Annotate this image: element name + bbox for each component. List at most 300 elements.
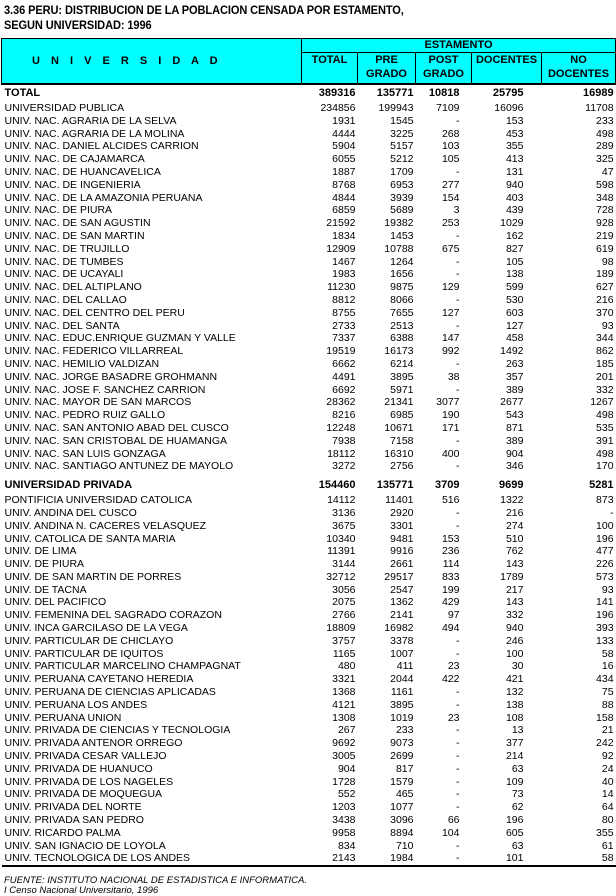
- cell-docentes: 143: [505, 558, 524, 571]
- cell-total: 6692: [332, 383, 356, 396]
- cell-total: 1728: [332, 775, 356, 788]
- cell-total: 1203: [332, 801, 356, 814]
- header-no-docentes: NO DOCENTES: [542, 53, 616, 85]
- row-label: UNIV. RICARDO PALMA: [4, 826, 121, 839]
- cell-no-docentes: 14: [601, 788, 614, 801]
- cell-post-grado: 494: [441, 622, 460, 635]
- row-label: UNIV. NAC. DEL SANTA: [4, 319, 120, 332]
- cell-pre-grado: 6388: [390, 332, 414, 345]
- table-row: [2, 622, 616, 635]
- cell-post-grado: -: [456, 519, 460, 532]
- table-row: [2, 179, 616, 192]
- cell-no-docentes: 498: [596, 409, 614, 422]
- cell-post-grado: -: [456, 686, 460, 699]
- cell-no-docentes: 627: [596, 281, 614, 294]
- cell-docentes: 217: [505, 583, 524, 596]
- cell-total: 12909: [326, 242, 356, 255]
- cell-docentes: 101: [472, 852, 542, 866]
- cell-total: 2143: [302, 852, 358, 866]
- cell-pre-grado: 1579: [390, 775, 414, 788]
- cell-post-grado: 3: [453, 204, 460, 217]
- cell-pre-grado: 16982: [384, 622, 414, 635]
- cell-total: 8755: [332, 306, 356, 319]
- cell-pre-grado: 233: [395, 724, 414, 737]
- source-line-1: FUENTE: INSTITUTO NACIONAL DE ESTADISTICA E INFORMATICA.: [4, 875, 307, 886]
- table-row: [2, 115, 616, 128]
- cell-no-docentes: 216: [596, 293, 614, 306]
- table-row: [2, 396, 616, 409]
- row-label: UNIV. PERUANA LOS ANDES: [4, 698, 148, 711]
- cell-no-docentes: 189: [596, 268, 614, 281]
- table-row: [2, 788, 616, 801]
- cell-total: 2766: [332, 609, 356, 622]
- cell-total: 5904: [332, 140, 356, 153]
- cell-post-grado: 199: [441, 583, 460, 596]
- cell-post-grado: -: [456, 165, 460, 178]
- cell-post-grado: -: [456, 383, 460, 396]
- table-row: [2, 294, 616, 307]
- cell-no-docentes: 325: [596, 153, 614, 166]
- cell-total: 1983: [332, 268, 356, 281]
- row-label: UNIV. NAC. DEL CENTRO DEL PERU: [4, 306, 185, 319]
- cell-pre-grado: 1161: [390, 686, 414, 699]
- population-table: [1, 38, 616, 867]
- table-row: [2, 243, 616, 256]
- cell-no-docentes: 64: [601, 801, 614, 814]
- table-row: [2, 409, 616, 422]
- cell-total: 2075: [332, 596, 356, 609]
- cell-total: 21592: [326, 217, 356, 230]
- cell-docentes: 1492: [500, 345, 524, 358]
- cell-pre-grado: 3301: [390, 519, 414, 532]
- cell-pre-grado: 6214: [390, 357, 414, 370]
- cell-total: 6859: [332, 204, 356, 217]
- cell-no-docentes: 873: [596, 494, 614, 507]
- cell-post-grado: 23: [447, 660, 460, 673]
- cell-post-grado: 66: [447, 814, 460, 827]
- table-row: [2, 166, 616, 179]
- cell-pre-grado: 199943: [378, 102, 414, 114]
- publica-summary-row: [2, 102, 616, 115]
- cell-pre-grado: 465: [395, 788, 414, 801]
- cell-no-docentes: 226: [596, 558, 614, 571]
- cell-docentes: 131: [505, 165, 524, 178]
- cell-docentes: 108: [505, 711, 524, 724]
- table-row: [2, 281, 616, 294]
- cell-pre-grado: 9875: [390, 281, 414, 294]
- cell-docentes: 439: [505, 204, 524, 217]
- cell-total: 1887: [332, 165, 356, 178]
- cell-docentes: 2677: [500, 396, 524, 409]
- cell-post-grado: -: [456, 775, 460, 788]
- cell-total: 1834: [332, 229, 356, 242]
- cell-total: 28362: [326, 396, 356, 409]
- cell-docentes: 510: [505, 532, 524, 545]
- cell-docentes: 63: [511, 839, 524, 852]
- row-label: UNIV. ANDINA DEL CUSCO: [4, 506, 137, 519]
- cell-no-docentes: 498: [596, 447, 614, 460]
- cell-pre-grado: 11401: [385, 494, 414, 507]
- row-label: UNIV. NAC. DE HUANCAVELICA: [4, 165, 161, 178]
- cell-total: 3757: [332, 634, 356, 647]
- row-label: UNIV. DE TACNA: [4, 583, 87, 596]
- cell-docentes: 216: [505, 506, 524, 519]
- row-label: UNIV. PRIVADA DE CIENCIAS Y TECNOLOGIA: [4, 724, 231, 737]
- row-label: UNIVERSIDAD PUBLICA: [4, 102, 125, 114]
- cell-pre-grado: 3378: [390, 634, 414, 647]
- cell-post-grado: -: [456, 229, 460, 242]
- cell-no-docentes: 201: [596, 370, 614, 383]
- cell-pre-grado: 1077: [390, 801, 414, 814]
- table-row: [2, 520, 616, 533]
- cell-no-docentes: 289: [596, 140, 614, 153]
- row-label: UNIV. NAC. AGRARIA DE LA SELVA: [4, 114, 177, 127]
- cell-total: 3438: [332, 814, 356, 827]
- row-label: UNIV. PERUANA UNION: [4, 711, 122, 724]
- cell-pre-grado: 411: [396, 660, 414, 673]
- cell-total: 7337: [332, 332, 356, 345]
- cell-docentes: 871: [505, 421, 524, 434]
- row-label: UNIV. NAC. DE UCAYALI: [4, 268, 124, 281]
- row-label: UNIV. PRIVADA DE LOS NAGELES: [4, 775, 174, 788]
- row-label: UNIV. PERUANA CAYETANO HEREDIA: [4, 673, 194, 686]
- cell-no-docentes: 98: [601, 255, 614, 268]
- table-row: [2, 545, 616, 558]
- row-label: UNIV. ANDINA N. CACERES VELASQUEZ: [4, 519, 207, 532]
- cell-post-grado: -: [416, 852, 472, 866]
- table-row: [2, 192, 616, 205]
- cell-post-grado: -: [456, 698, 460, 711]
- cell-post-grado: 277: [441, 178, 460, 191]
- cell-pre-grado: 8066: [390, 293, 414, 306]
- table-row: [2, 763, 616, 776]
- cell-pre-grado: 8894: [390, 826, 414, 839]
- cell-total: 6055: [332, 153, 356, 166]
- cell-pre-grado: 1709: [390, 165, 414, 178]
- cell-docentes: 1322: [500, 494, 524, 507]
- cell-pre-grado: 2141: [390, 609, 414, 622]
- cell-pre-grado: 135771: [376, 87, 414, 99]
- cell-total: 4491: [332, 370, 356, 383]
- table-row: [2, 320, 616, 333]
- row-label: UNIV. TECNOLOGICA DE LOS ANDES: [2, 852, 302, 866]
- cell-no-docentes: 141: [596, 596, 614, 609]
- cell-docentes: 246: [505, 634, 524, 647]
- cell-no-docentes: 158: [596, 711, 614, 724]
- cell-no-docentes: 185: [596, 357, 614, 370]
- cell-post-grado: 422: [441, 673, 460, 686]
- cell-total: 6662: [332, 357, 356, 370]
- row-label: UNIV. CATOLICA DE SANTA MARIA: [4, 532, 176, 545]
- table-row: [2, 596, 616, 609]
- cell-no-docentes: 93: [601, 319, 614, 332]
- cell-post-grado: -: [456, 762, 460, 775]
- row-label: TOTAL: [4, 87, 41, 99]
- cell-pre-grado: 2756: [390, 460, 414, 473]
- row-label: UNIV. NAC. HEMILIO VALDIZAN: [4, 357, 160, 370]
- cell-pre-grado: 2547: [390, 583, 414, 596]
- cell-total: 4844: [332, 191, 356, 204]
- cell-pre-grado: 817: [395, 762, 414, 775]
- cell-docentes: 1029: [500, 217, 524, 230]
- cell-post-grado: 171: [441, 421, 460, 434]
- cell-pre-grado: 1019: [390, 711, 414, 724]
- cell-post-grado: 105: [441, 153, 460, 166]
- cell-total: 3675: [332, 519, 356, 532]
- cell-post-grado: 114: [442, 558, 460, 571]
- table-row: [2, 724, 616, 737]
- cell-post-grado: 147: [441, 332, 460, 345]
- cell-total: 1368: [332, 686, 356, 699]
- cell-no-docentes: 16989: [582, 87, 614, 99]
- cell-post-grado: -: [456, 506, 460, 519]
- row-label: UNIV. NAC. MAYOR DE SAN MARCOS: [4, 396, 192, 409]
- cell-pre-grado: 3895: [390, 698, 414, 711]
- cell-pre-grado: 19382: [384, 217, 414, 230]
- row-label: UNIV. NAC. SAN CRISTOBAL DE HUAMANGA: [4, 434, 227, 447]
- row-label: UNIV. PRIVADA DE HUANUCO: [4, 762, 153, 775]
- cell-docentes: 421: [505, 673, 524, 686]
- cell-no-docentes: 1267: [590, 396, 614, 409]
- table-row: [2, 384, 616, 397]
- cell-post-grado: -: [456, 293, 460, 306]
- table-row: [2, 609, 616, 622]
- cell-no-docentes: 196: [596, 609, 614, 622]
- cell-no-docentes: 434: [596, 673, 614, 686]
- cell-total: 12248: [326, 421, 356, 434]
- cell-pre-grado: 3895: [390, 370, 414, 383]
- cell-no-docentes: 598: [596, 178, 614, 191]
- row-label: UNIV. NAC. DE TRUJILLO: [4, 242, 130, 255]
- cell-docentes: 196: [505, 814, 524, 827]
- row-label: UNIV. NAC. DEL ALTIPLANO: [4, 281, 142, 294]
- row-label: UNIV. NAC. DE LA AMAZONIA PERUANA: [4, 191, 203, 204]
- cell-post-grado: 104: [441, 826, 460, 839]
- cell-docentes: 403: [505, 191, 524, 204]
- cell-no-docentes: 728: [596, 204, 614, 217]
- table-row: [2, 648, 616, 661]
- cell-docentes: 274: [505, 519, 524, 532]
- cell-total: 8812: [332, 293, 356, 306]
- row-label: UNIV. NAC. JOSE F. SANCHEZ CARRION: [4, 383, 206, 396]
- cell-post-grado: 429: [441, 596, 460, 609]
- cell-total: 904: [337, 762, 356, 775]
- cell-no-docentes: 93: [601, 583, 614, 596]
- cell-docentes: 762: [505, 545, 524, 558]
- table-row: [2, 422, 616, 435]
- cell-docentes: 263: [505, 357, 524, 370]
- cell-docentes: 458: [505, 332, 524, 345]
- row-label: PONTIFICIA UNIVERSIDAD CATOLICA: [4, 494, 192, 507]
- cell-docentes: 100: [505, 647, 524, 660]
- cell-pre-grado: 1362: [390, 596, 414, 609]
- cell-docentes: 9699: [499, 479, 524, 492]
- table-row: [2, 776, 616, 789]
- row-label: UNIV. FEMENINA DEL SAGRADO CORAZON: [4, 609, 222, 622]
- cell-total: 3005: [332, 750, 356, 763]
- cell-total: 480: [337, 660, 356, 673]
- cell-docentes: 346: [505, 460, 524, 473]
- table-row: [2, 358, 616, 371]
- cell-no-docentes: 40: [601, 775, 614, 788]
- cell-pre-grado: 7655: [390, 306, 414, 319]
- cell-post-grado: 3077: [436, 396, 460, 409]
- cell-total: 3321: [332, 673, 356, 686]
- cell-total: 834: [337, 839, 356, 852]
- cell-pre-grado: 710: [395, 839, 414, 852]
- cell-docentes: 827: [505, 242, 524, 255]
- row-label: UNIV. NAC. FEDERICO VILLARREAL: [4, 345, 184, 358]
- cell-docentes: 543: [505, 409, 524, 422]
- cell-total: 3144: [332, 558, 356, 571]
- cell-no-docentes: 100: [596, 519, 614, 532]
- cell-docentes: 332: [505, 609, 524, 622]
- cell-no-docentes: 5281: [589, 479, 614, 492]
- cell-no-docentes: 862: [596, 345, 614, 358]
- cell-docentes: 599: [505, 281, 524, 294]
- cell-post-grado: 268: [441, 127, 460, 140]
- cell-pre-grado: 10671: [384, 421, 414, 434]
- cell-no-docentes: 391: [596, 434, 614, 447]
- cell-pre-grado: 9916: [390, 545, 414, 558]
- row-label: UNIV. DE SAN MARTIN DE PORRES: [4, 570, 182, 583]
- cell-no-docentes: 92: [601, 750, 614, 763]
- row-label: UNIV. NAC. AGRARIA DE LA MOLINA: [4, 127, 185, 140]
- row-label: UNIVERSIDAD PRIVADA: [4, 479, 133, 492]
- cell-post-grado: -: [456, 255, 460, 268]
- cell-total: 18112: [327, 447, 356, 460]
- cell-no-docentes: 58: [601, 647, 614, 660]
- cell-pre-grado: 5212: [390, 153, 414, 166]
- cell-docentes: 105: [505, 255, 524, 268]
- table-row: [2, 750, 616, 763]
- table-row: [2, 153, 616, 166]
- table-row: [2, 307, 616, 320]
- cell-docentes: 530: [505, 293, 524, 306]
- cell-post-grado: 833: [441, 570, 460, 583]
- header-pre-grado: PRE GRADO: [358, 53, 416, 85]
- cell-pre-grado: 1545: [390, 114, 414, 127]
- table-row: [2, 204, 616, 217]
- cell-no-docentes: 573: [596, 570, 614, 583]
- cell-pre-grado: 7158: [390, 434, 414, 447]
- cell-docentes: 143: [505, 596, 524, 609]
- table-row: [2, 673, 616, 686]
- cell-total: 4444: [332, 127, 356, 140]
- cell-pre-grado: 9073: [390, 737, 414, 750]
- cell-total: 1308: [332, 711, 356, 724]
- title-line-2: SEGUN UNIVERSIDAD: 1996: [4, 18, 152, 32]
- cell-post-grado: 103: [441, 140, 460, 153]
- row-label: UNIV. NAC. PEDRO RUIZ GALLO: [4, 409, 166, 422]
- cell-no-docentes: 498: [596, 127, 614, 140]
- cell-post-grado: 154: [441, 191, 460, 204]
- cell-docentes: 63: [511, 762, 524, 775]
- cell-no-docentes: 344: [596, 332, 614, 345]
- cell-post-grado: -: [456, 434, 460, 447]
- cell-total: 552: [337, 788, 356, 801]
- row-label: UNIV. INCA GARCILASO DE LA VEGA: [4, 622, 188, 635]
- table-row: [2, 840, 616, 853]
- cell-docentes: 62: [511, 801, 524, 814]
- cell-post-grado: -: [456, 357, 460, 370]
- cell-pre-grado: 2699: [390, 750, 414, 763]
- cell-pre-grado: 3939: [390, 191, 414, 204]
- cell-post-grado: -: [456, 801, 460, 814]
- row-label: UNIV. NAC. EDUC.ENRIQUE GUZMAN Y VALLE: [4, 332, 236, 345]
- row-label: UNIV. NAC. SAN ANTONIO ABAD DEL CUSCO: [4, 421, 229, 434]
- cell-docentes: 73: [511, 788, 524, 801]
- cell-post-grado: 236: [441, 545, 460, 558]
- cell-total: 1165: [332, 647, 356, 660]
- row-label: UNIV. PARTICULAR MARCELINO CHAMPAGNAT: [4, 660, 241, 673]
- cell-pre-grado: 21341: [384, 396, 414, 409]
- row-label: UNIV. NAC. SAN LUIS GONZAGA: [4, 447, 166, 460]
- cell-post-grado: 127: [441, 306, 460, 319]
- cell-docentes: 355: [505, 140, 524, 153]
- row-label: UNIV. PRIVADA CESAR VALLEJO: [4, 750, 167, 763]
- cell-post-grado: 23: [447, 711, 460, 724]
- cell-docentes: 357: [505, 370, 524, 383]
- table-row: [2, 801, 616, 814]
- cell-total: 1467: [332, 255, 356, 268]
- cell-no-docentes: 233: [596, 114, 614, 127]
- cell-total: 8216: [332, 409, 356, 422]
- row-label: UNIV. NAC. DE INGENIERIA: [4, 178, 141, 191]
- cell-docentes: 138: [505, 698, 524, 711]
- row-label: UNIV. PRIVADA DE MOQUEGUA: [4, 788, 163, 801]
- cell-pre-grado: 2513: [390, 319, 414, 332]
- table-row: [2, 460, 616, 473]
- row-label: UNIV. DEL PACIFICO: [4, 596, 107, 609]
- cell-no-docentes: 393: [596, 622, 614, 635]
- cell-no-docentes: 928: [596, 217, 614, 230]
- table-row: [2, 448, 616, 461]
- table-title: [4, 3, 404, 33]
- cell-post-grado: -: [456, 750, 460, 763]
- table-body: [2, 84, 616, 866]
- row-label: UNIV. PRIVADA DEL NORTE: [4, 801, 142, 814]
- cell-docentes: 377: [505, 737, 524, 750]
- cell-no-docentes: 24: [601, 762, 614, 775]
- table-row: [2, 852, 616, 866]
- cell-pre-grado: 2661: [390, 558, 414, 571]
- cell-total: 2733: [332, 319, 356, 332]
- cell-no-docentes: 219: [596, 229, 614, 242]
- cell-total: 389316: [318, 87, 356, 99]
- table-row: [2, 371, 616, 384]
- row-label: UNIV. NAC. SANTIAGO ANTUNEZ DE MAYOLO: [4, 460, 234, 473]
- cell-docentes: 940: [505, 178, 524, 191]
- cell-docentes: 603: [505, 306, 524, 319]
- cell-total: 3272: [332, 460, 356, 473]
- cell-post-grado: 3709: [435, 479, 460, 492]
- row-label: UNIV. NAC. DE SAN MARTIN: [4, 229, 145, 242]
- cell-post-grado: 675: [441, 242, 460, 255]
- row-label: UNIV. PRIVADA ANTENOR ORREGO: [4, 737, 183, 750]
- cell-total: 9958: [332, 826, 356, 839]
- row-label: UNIV. DE PIURA: [4, 558, 85, 571]
- cell-docentes: 162: [505, 229, 524, 242]
- cell-post-grado: 7109: [436, 102, 460, 114]
- table-row: [2, 699, 616, 712]
- cell-pre-grado: 6985: [390, 409, 414, 422]
- cell-post-grado: 516: [441, 494, 460, 507]
- cell-post-grado: -: [456, 737, 460, 750]
- table-row: [2, 712, 616, 725]
- cell-total: 3056: [332, 583, 356, 596]
- cell-no-docentes: 196: [596, 532, 614, 545]
